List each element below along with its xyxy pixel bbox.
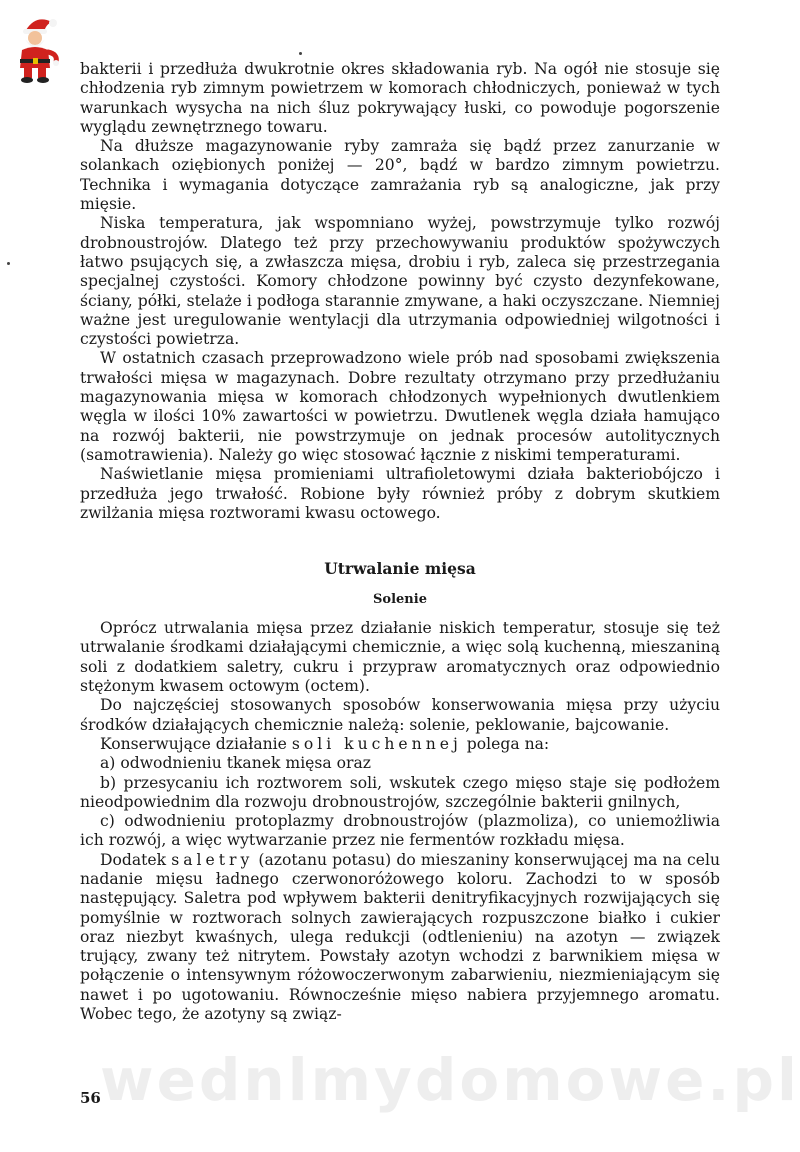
list-item-a: a) odwodnieniu tkanek mięsa oraz: [100, 754, 372, 773]
saltpeter-before: Dodatek: [100, 850, 172, 869]
scan-speck: [7, 262, 10, 265]
paragraph-ultraviolet: Naświetlanie mięsa promieniami ultrafioletowymi działa bakteriobójczo i przedłuża jego trwałość. Robione były również próby z dobrym skutkiem zwilżania mięsa roztworami kwasu octowego.: [80, 465, 720, 522]
subsection-title: Solenie: [373, 592, 427, 608]
paragraph-fish-freezing: Na dłuższe magazynowanie ryby zamraża się bądź przez zanurzanie w solankach oziębionych poniżej — 20°, bądź w bardzo zimnym powietrzu. Technika i wymagania dotyczące zamrażania ryb są analogiczne, jak przy mięsie.: [80, 137, 720, 214]
paragraph-chemical-preservation: Oprócz utrwalania mięsa przez działanie niskich temperatur, stosuje się też utrwalanie środkami działającymi chemicznie, a więc solą kuchenną, mieszaniną soli z dodatkiem saletry, cukru i przypraw aromatycznych oraz odpowiednio stężonym kwasem octowym (octem).: [80, 619, 720, 696]
paragraph-hygiene: Niska temperatura, jak wspomniano wyżej, powstrzymuje tylko rozwój drobnoustrojów. Dlatego też przy przechowywaniu produktów spożywczych łatwo psujących się, a zwłaszcza mięsa, drobiu i ryb, zaleca się przestrzegania specjalnej czystości. Komory chłodzone powinny być czysto dezynfekowane, ściany, półki, stelaże i podłoga starannie zmywane, a haki oczyszczane. Niemniej ważne jest uregulowanie wentylacji dla utrzymania odpowiedniej wilgotności i czystości powietrza.: [80, 214, 720, 349]
santa-icon: [12, 14, 64, 86]
salt-intro-after: polega na:: [461, 734, 550, 753]
saltpeter-after: (azotanu potasu) do mieszaniny konserwującej ma na celu nadanie mięsu ładnego czerwonoróżowego koloru. Zachodzi to w sposób następujący. Saletra pod wpływem bakterii denitryfikacyjnych rozwijających się pomyślnie w roztworach solnych zawierających rozpuszczone białko i cukier oraz niezbyt kwaśnych, ulega redukcji (odtlenieniu) na azotyn — związek trujący, zwany też nitrytem. Powstały azotyn wchodzi z barwnikiem mięsa w połączenie o intensywnym różowoczerwonym zabarwieniu, niezmieniającym się nawet i po ugotowaniu. Równocześnie mięso nabiera przyjemnego aromatu. Wobec tego, że azotyny są związ-: [80, 850, 720, 1024]
section-title: Utrwalanie mięsa: [324, 559, 476, 579]
salt-term: soli kuchennej: [291, 734, 462, 753]
paragraph-methods: Do najczęściej stosowanych sposobów konserwowania mięsa przy użyciu środków działających chemicznie należą: solenie, peklowanie, bajcowanie.: [80, 696, 720, 734]
scan-speck: [299, 52, 302, 55]
page-body: [80, 60, 720, 1024]
salt-intro-before: Konserwujące działanie: [100, 734, 292, 753]
paragraph-fish-chilling: bakterii i przedłuża dwukrotnie okres składowania ryb. Na ogół nie stosuje się chłodzenia ryb zimnym powietrzem w komorach chłodniczych, ponieważ w tych warunkach wysycha na nich śluz pokrywający łuski, co powoduje pogorszenie wyglądu zewnętrznego towaru.: [80, 60, 720, 136]
saltpeter-term: saletry: [171, 850, 254, 869]
paragraph-carbon-dioxide: W ostatnich czasach przeprowadzono wiele prób nad sposobami zwiększenia trwałości mięsa w magazynach. Dobre rezultaty otrzymano przy przedłużaniu magazynowania mięsa w komorach chłodzonych wypełnionych dwutlenkiem węgla w ilości 10% zawartości w powietrzu. Dwutlenek węgla działa hamująco na rozwój bakterii, nie powstrzymuje on jednak procesów autolitycznych (samotrawienia). Należy go więc stosować łącznie z niskimi temperaturami.: [80, 349, 720, 464]
list-item-c: c) odwodnieniu protoplazmy drobnoustrojów (plazmoliza), co uniemożliwia ich rozwój, a więc wytwarzanie przez nie fermentów rozkładu mięsa.: [80, 812, 720, 850]
paragraph-saltpeter: [80, 851, 720, 1025]
paragraph-salt-intro: [80, 735, 720, 754]
watermark: wednlmydomowe.pl: [100, 1046, 800, 1114]
list-item-b: b) przesycaniu ich roztworem soli, wskutek czego mięso staje się podłożem nieodpowiednim dla rozwoju drobnoustrojów, szczególnie bakterii gnilnych,: [80, 773, 720, 811]
page-number: 56: [80, 1089, 101, 1107]
